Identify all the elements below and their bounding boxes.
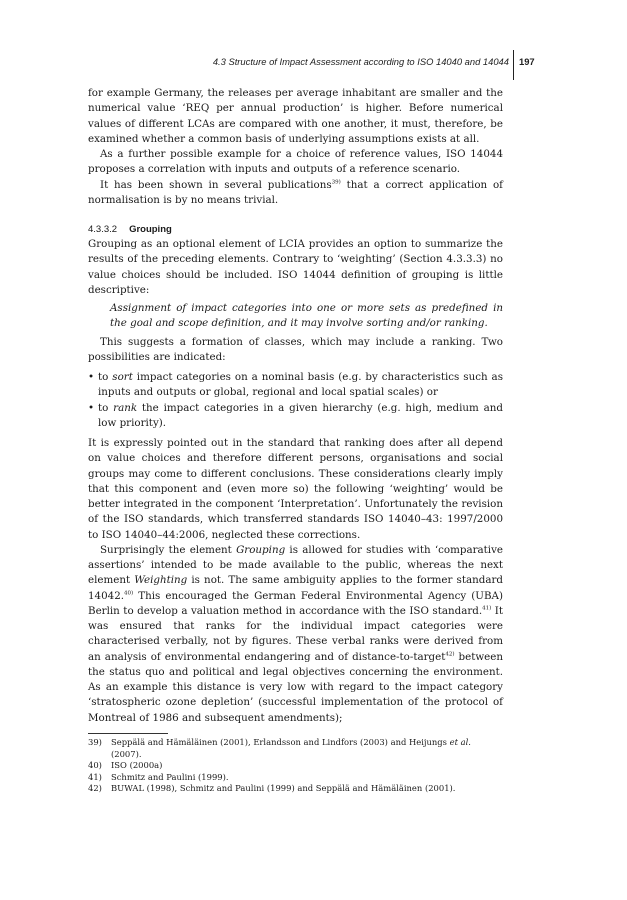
bullet-marker: • [88,371,95,383]
p7-text-c: is not. The same ambiguity applies to the former standard 14042. [88,574,503,602]
footnote-42 [88,783,503,795]
footnote-text-a: Seppälä and Hämäläinen (2001), Erlandsson and Lindfors (2003) and Heijungs [111,737,450,747]
bullet-1-text-a: to [98,371,113,383]
page-number: 197 [519,56,535,67]
paragraph-2: As a further possible example for a choice of reference values, ISO 14044 proposes a correlation with inputs and outputs of a reference scenario. [88,148,503,176]
definition-quote: Assignment of impact categories into one or more sets as predefined in the goal and scope definition, and it may involve sorting and/or ranking. [110,302,503,330]
bullet-2-text-a: to [98,401,114,414]
p7-text-f: between the status quo and political and legal objectives concerning the environment. As an example this distance is very low with regard to the impact category ‘stratospheric ozone depletion’ (successful implementation of the protocol of Montreal of 1986 and subsequent amendments); [88,650,504,724]
p7-text-b: is allowed for studies with ‘comparative assertions’ intended to be made available to the public, whereas the next element [88,543,503,587]
footnote-text: BUWAL (1998), Schmitz and Paulini (1999) and Seppälä and Hämäläinen (2001). [111,783,456,794]
p7-text-e: It was ensured that ranks for the individual impact categories were characterised verbally, not by figures. These verbal ranks were derived from an analysis of environmental endangering and of distance-to-target [88,604,503,663]
p7-emphasis-weighting: Weighting [134,574,188,587]
header-divider [513,50,514,80]
section-title: Grouping [129,224,172,235]
footnote-ref-39[interactable]: 39) [331,179,341,186]
bullet-1-text-b: impact categories on a nominal basis (e.g. by characteristics such as inputs and outputs or global, regional and local spatial scales) or [98,371,503,399]
bullet-1-emphasis: sort [112,371,133,383]
footnote-text [111,737,503,760]
footnote-ref-41[interactable]: 41) [482,605,492,612]
footnote-ref-42[interactable]: 42) [445,651,455,658]
paragraph-4: Grouping as an optional element of LCIA provides an option to summarize the results of the preceding elements. Contrary to ‘weighting’ (Section 4.3.3.3) no value choices should be included. ISO 14044 definition of grouping is little descriptive: [88,238,503,296]
paragraph-7 [88,543,503,726]
footnote-number: 42) [88,783,102,794]
paragraph-6: It is expressly pointed out in the standard that ranking does after all depend on value choices and therefore different persons, organisations and social groups may come to different conclusions. These considerations clearly imply that this component and (even more so) the following ‘weighting’ would be better integrated in the component ‘Interpretation’. Unfortunately the revision of the ISO standards, which transferred standards ISO 14040–43: 1997/2000 to ISO 14040–44:2006, neglected these corrections. [88,437,503,541]
bullet-item-sort [88,370,503,401]
running-header [0,56,627,72]
paragraph-3 [88,178,503,209]
p7-text-a: Surprisingly the element [100,543,237,556]
running-header-title: 4.3 Structure of Impact Assessment according to ISO 14040 and 14044 [212,56,509,67]
paragraph-3-text-a: It has been shown in several publications [100,178,332,191]
p7-emphasis-grouping: Grouping [236,543,286,556]
bullet-item-rank [88,401,503,432]
footnote-number: 41) [88,771,102,782]
bullet-2-emphasis: rank [113,401,138,414]
section-number: 4.3.3.2 [88,224,118,235]
footnotes [88,737,503,795]
paragraph-3-text-b: that a correct application of normalisation is by no means trivial. [88,178,503,206]
p7-text-d: This encouraged the German Federal Environmental Agency (UBA) Berlin to develop a valuation method in accordance with the ISO standard. [88,589,503,617]
paragraph-1: for example Germany, the releases per average inhabitant are smaller and the numerical value ‘REQ per annual production’ is higher. Before numerical values of different LCAs are compared with one another, it must, therefore, be examined whether a common basis of underlying assumptions exists at all. [88,87,503,145]
footnote-emphasis: et al. [449,737,471,747]
footnote-ref-40[interactable]: 40) [124,590,134,597]
section-heading [88,223,503,237]
footnote-text: Schmitz and Paulini (1999). [111,771,229,782]
bullet-marker: • [88,401,95,414]
footnote-41 [88,772,503,784]
paragraph-5: This suggests a formation of classes, which may include a ranking. Two possibilities are indicated: [88,335,503,363]
footnote-divider [88,733,168,734]
footnote-39 [88,737,503,760]
footnote-text: ISO (2000a) [111,760,163,771]
bullet-2-text-b: the impact categories in a given hierarchy (e.g. high, medium and low priority). [98,401,503,429]
bullet-list [88,370,503,431]
body-text [88,86,503,726]
footnote-40 [88,760,503,772]
footnote-number: 40) [88,760,102,771]
footnote-number: 39) [88,737,102,747]
footnote-text-b: (2007). [111,748,142,759]
